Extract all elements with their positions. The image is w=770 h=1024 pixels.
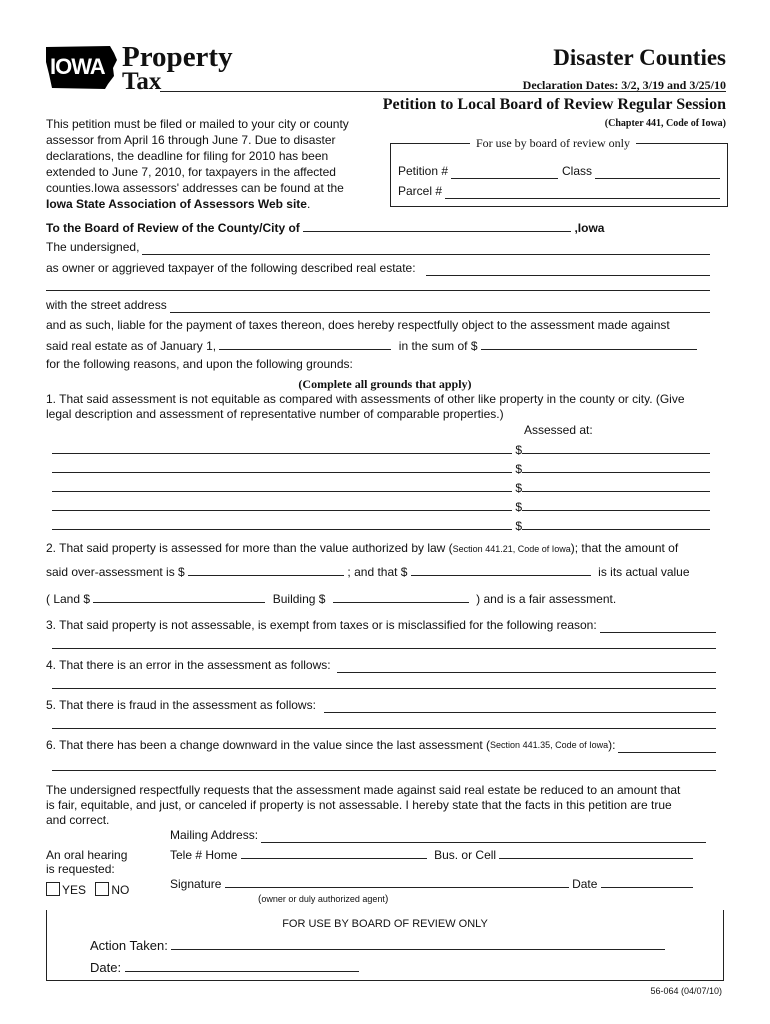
land-value-field[interactable]: [93, 591, 265, 603]
petition-number-field[interactable]: Petition #: [398, 164, 558, 179]
ground-2-text: 2. That said property is assessed for more than the value authorized by law (Section 441.21, Code of Iowa); that the amount of: [46, 541, 679, 555]
board-date-line: Date:: [90, 960, 359, 976]
street-address-field[interactable]: with the street address: [46, 298, 710, 313]
list-item[interactable]: $: [52, 480, 710, 496]
actual-value-field[interactable]: [411, 564, 591, 576]
signature-date-field[interactable]: [601, 876, 693, 888]
ground-6-field[interactable]: 6. That there has been a change downward in the value since the last assessment ( Section 441.35, Code of Iowa ):: [46, 738, 716, 753]
reasons-text: for the following reasons, and upon the following grounds:: [46, 357, 353, 371]
to-board-line: To the Board of Review of the County/City of ,Iowa: [46, 221, 605, 235]
mailing-address-field[interactable]: Mailing Address:: [170, 828, 706, 843]
land-building-line: ( Land $ Building $ ) and is a fair assessment.: [46, 592, 617, 606]
ground-5-line2[interactable]: [52, 717, 716, 729]
signature-field[interactable]: [225, 876, 569, 888]
board-review-only-title: FOR USE BY BOARD OF REVIEW ONLY: [282, 918, 488, 930]
oral-hearing-label: An oral hearing is requested:: [46, 848, 128, 876]
closing-text: The undersigned respectfully requests that the assessment made against said real estate be reduced to an amount that is fair, equitable, and just, or canceled if property is not assessable. I hereby state that the facts in this petition are true and correct.: [46, 783, 681, 827]
assessment-year-field[interactable]: [219, 338, 391, 350]
board-box-legend: For use by board of review only: [470, 136, 636, 151]
board-date-field[interactable]: [125, 960, 359, 972]
ground-1-text: 1. That said assessment is not equitable as compared with assessments of other like property in the county or city. (Give: [46, 392, 685, 406]
ground-1-text-2: legal description and assessment of representative number of comparable properties.): [46, 407, 504, 421]
class-field[interactable]: Class: [562, 164, 720, 179]
list-item[interactable]: $: [52, 518, 710, 534]
declaration-dates: Declaration Dates: 3/2, 3/19 and 3/25/10: [522, 78, 726, 92]
action-taken-field[interactable]: [171, 938, 665, 950]
over-assessment-line: said over-assessment is $ ; and that $ is its actual value: [46, 565, 690, 579]
logo-property-text: Property: [122, 41, 233, 73]
phone-line: Tele # Home Bus. or Cell: [170, 847, 693, 863]
ground-4-line2[interactable]: [52, 677, 716, 689]
oral-hearing-options: YES NO: [46, 882, 129, 898]
logo-tax-text: Tax: [122, 68, 162, 95]
no-checkbox[interactable]: [95, 882, 109, 896]
form-number: 56-064 (04/07/10): [650, 986, 722, 996]
assessed-at-label: Assessed at:: [524, 423, 593, 437]
ground-3-line2[interactable]: [52, 637, 716, 649]
county-city-field[interactable]: [303, 220, 571, 232]
page-title: Disaster Counties: [553, 45, 726, 70]
chapter-reference: (Chapter 441, Code of Iowa): [604, 118, 726, 129]
parcel-number-field[interactable]: Parcel #: [398, 184, 720, 199]
petition-title: Petition to Local Board of Review Regular Session: [382, 96, 726, 113]
over-assessment-field[interactable]: [188, 564, 344, 576]
ground-4-field[interactable]: 4. That there is an error in the assessment as follows:: [46, 658, 716, 673]
building-value-field[interactable]: [333, 591, 469, 603]
action-taken-line: Action Taken:: [90, 938, 665, 954]
ground-3-field[interactable]: 3. That said property is not assessable, is exempt from taxes or is misclassified for the following reason:: [46, 618, 716, 633]
assessment-date-line: said real estate as of January 1, in the sum of $: [46, 338, 697, 354]
signature-line: Signature Date: [170, 876, 693, 892]
list-item[interactable]: $: [52, 499, 710, 515]
ground-5-field[interactable]: 5. That there is fraud in the assessment as follows:: [46, 698, 716, 713]
logo-iowa-text: IOWA: [50, 54, 105, 79]
complete-grounds-note: (Complete all grounds that apply): [298, 377, 472, 391]
home-phone-field[interactable]: [241, 847, 427, 859]
real-estate-description-field[interactable]: as owner or aggrieved taxpayer of the following described real estate:: [46, 261, 710, 276]
intro-text: This petition must be filed or mailed to your city or county assessor from April 16 through June 7. Due to disaster declarations, the deadline for filing for 2010 has been extended to June 7, 2010, for taxpayers in the affected counties.Iowa assessors' addresses can be found at the Iowa State Association of Assessors Web site.: [46, 117, 349, 211]
undersigned-name-field[interactable]: The undersigned,: [46, 240, 710, 255]
assessment-sum-field[interactable]: [481, 338, 697, 350]
assessors-website-link: Iowa State Association of Assessors Web site: [46, 197, 307, 211]
cell-phone-field[interactable]: [499, 847, 693, 859]
ground-6-line2[interactable]: [52, 759, 716, 771]
list-item[interactable]: $: [52, 442, 710, 458]
liable-text: and as such, liable for the payment of taxes thereon, does hereby respectfully object to the assessment made against: [46, 318, 670, 332]
yes-checkbox[interactable]: [46, 882, 60, 896]
real-estate-description-line2[interactable]: [46, 279, 710, 291]
owner-agent-note: (owner or duly authorized agent): [258, 894, 389, 905]
list-item[interactable]: $: [52, 461, 710, 477]
